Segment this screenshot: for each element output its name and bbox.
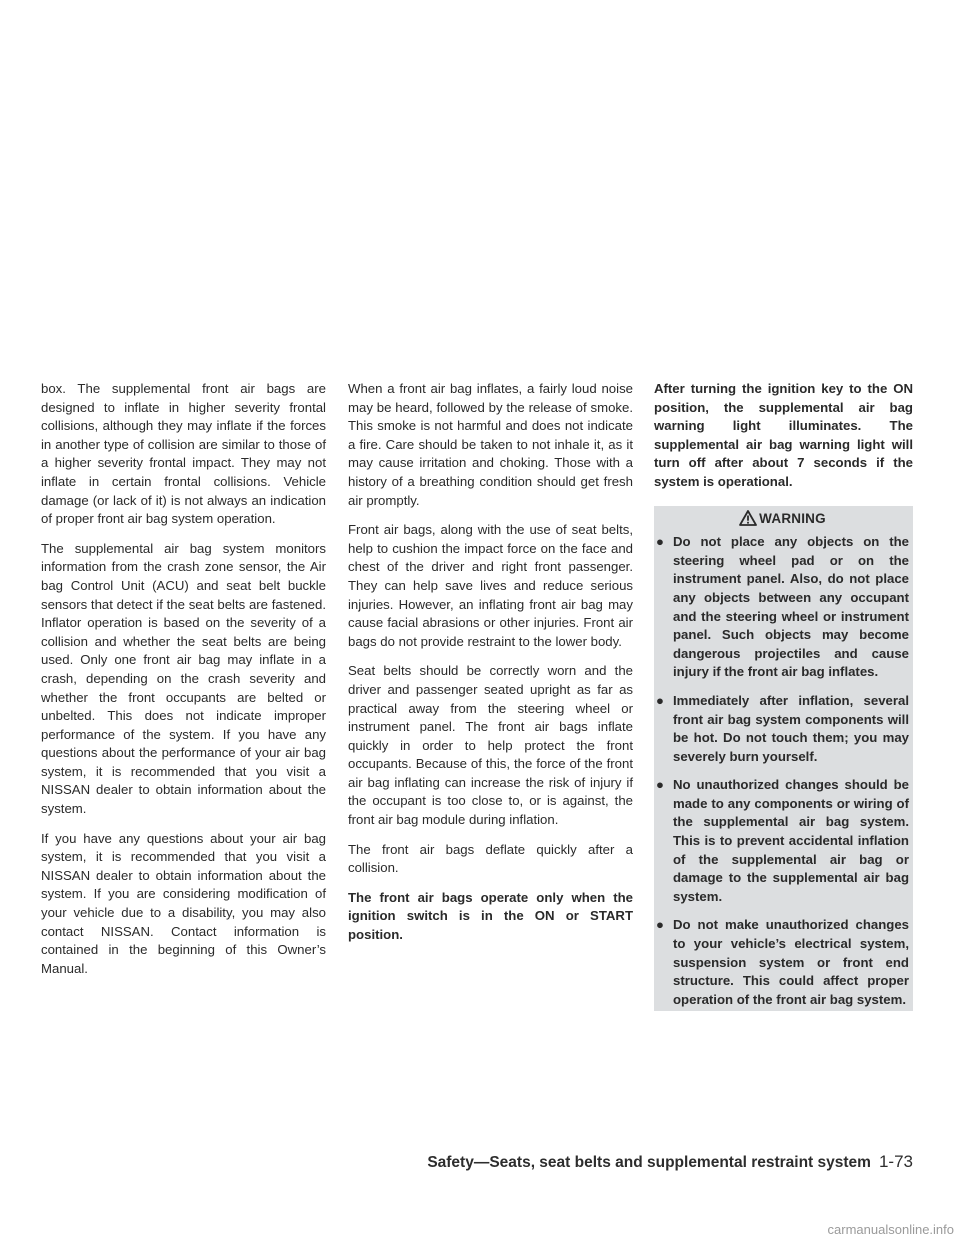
body-paragraph: When a front air bag inflates, a fairly loud noise may be heard, followed by the release of smoke. This smoke is not harmful and does not indicate a fire. Care should be taken to not inhale it, as it may cause irritation and choking. Those with a history of a breathing condition should get fresh air promptly. (348, 381, 633, 508)
warning-item (654, 692, 909, 766)
warning-item (654, 776, 909, 906)
bold-paragraph: The front air bags operate only when the ignition switch is in the ON or START position. (348, 889, 633, 943)
body-paragraph: The supplemental air bag system monitors information from the crash zone sensor, the Air bag Control Unit (ACU) and seat belt buckle sensors that detect if the seat belts are fastened. Inflator operation is based on the severity of a collision and whether the seat belts are being used. Only one front air bag may inflate in a crash, depending on the crash severity and whether the front occupants are belted or unbelted. This does not indicate improper performance of the system. If you have any questions about the performance of your air bag system, it is recommended that you visit a NISSAN dealer to obtain information about the system. (41, 540, 326, 817)
warning-item-text: Do not make unauthorized changes to your vehicle’s electrical system, suspension system or front end structure. This could affect proper operation of the front air bag system. (673, 917, 909, 1007)
bullet-icon: ● (656, 692, 664, 708)
body-paragraph: box. The supplemental front air bags are designed to inflate in higher severity frontal collisions, although they may inflate if the forces in another type of collision are similar to those of a higher severity frontal impact. They may not inflate in certain frontal collisions. Vehicle damage (or lack of it) is not always an indication of proper front air bag system operation. (41, 381, 326, 527)
body-paragraph: Front air bags, along with the use of seat belts, help to cushion the impact force on the face and chest of the driver and right front passenger. They can help save lives and reduce serious injuries. However, an inflating front air bag may cause facial abrasions or other injuries. Front air bags do not provide restraint to the lower body. (348, 522, 633, 649)
right-column (654, 380, 913, 1011)
bullet-icon: ● (656, 534, 664, 550)
page-number: 1-73 (878, 1152, 913, 1171)
watermark: carmanualsonline.info (827, 1222, 954, 1237)
warning-title: WARNING (759, 510, 826, 526)
warning-item (654, 533, 909, 682)
warning-list (654, 533, 911, 1009)
warning-item-text: No unauthorized changes should be made to any components or wiring of the supplemental air bag system. This is to prevent accidental inflation of the supplemental air bag or damage to the supplemental air bag system. (673, 777, 909, 904)
middle-column (348, 380, 633, 956)
left-column (41, 380, 326, 989)
warning-item (654, 916, 909, 1009)
bullet-icon: ● (656, 917, 664, 933)
body-paragraph: Seat belts should be correctly worn and the driver and passenger seated upright as far as practical away from the steering wheel or instrument panel. The front air bags inflate quickly in order to help protect the front occupants. Because of this, the force of the front air bag inflating can increase the risk of injury if the occupant is too close to, or is against, the front air bag module during inflation. (348, 663, 633, 828)
page-footer (400, 1152, 913, 1172)
warning-item-text: Immediately after inflation, several front air bag system components will be hot. Do not touch them; you may severely burn yourself. (673, 692, 909, 764)
warning-header (654, 506, 911, 534)
body-paragraph: If you have any questions about your air bag system, it is recommended that you visit a NISSAN dealer to obtain information about the system. If you are considering modification of your vehicle due to a disability, you may also contact NISSAN. Contact information is contained in the beginning of this Owner’s Manual. (41, 830, 326, 976)
bullet-icon: ● (656, 777, 664, 793)
bold-paragraph: After turning the ignition key to the ON position, the supplemental air bag warning light illuminates. The supplemental air bag warning light will turn off after about 7 seconds if the system is operational. (654, 381, 913, 489)
body-paragraph: The front air bags deflate quickly after a collision. (348, 841, 633, 876)
section-title: Safety—Seats, seat belts and supplemental restraint system (427, 1154, 871, 1171)
warning-box (654, 506, 913, 1012)
warning-triangle-icon (739, 510, 757, 526)
warning-item-text: Do not place any objects on the steering wheel pad or on the instrument panel. Also, do not place any objects between any occupant and the steering wheel or instrument panel. Such objects may become dangerous projectiles and cause injury if the front air bag inflates. (673, 534, 909, 680)
